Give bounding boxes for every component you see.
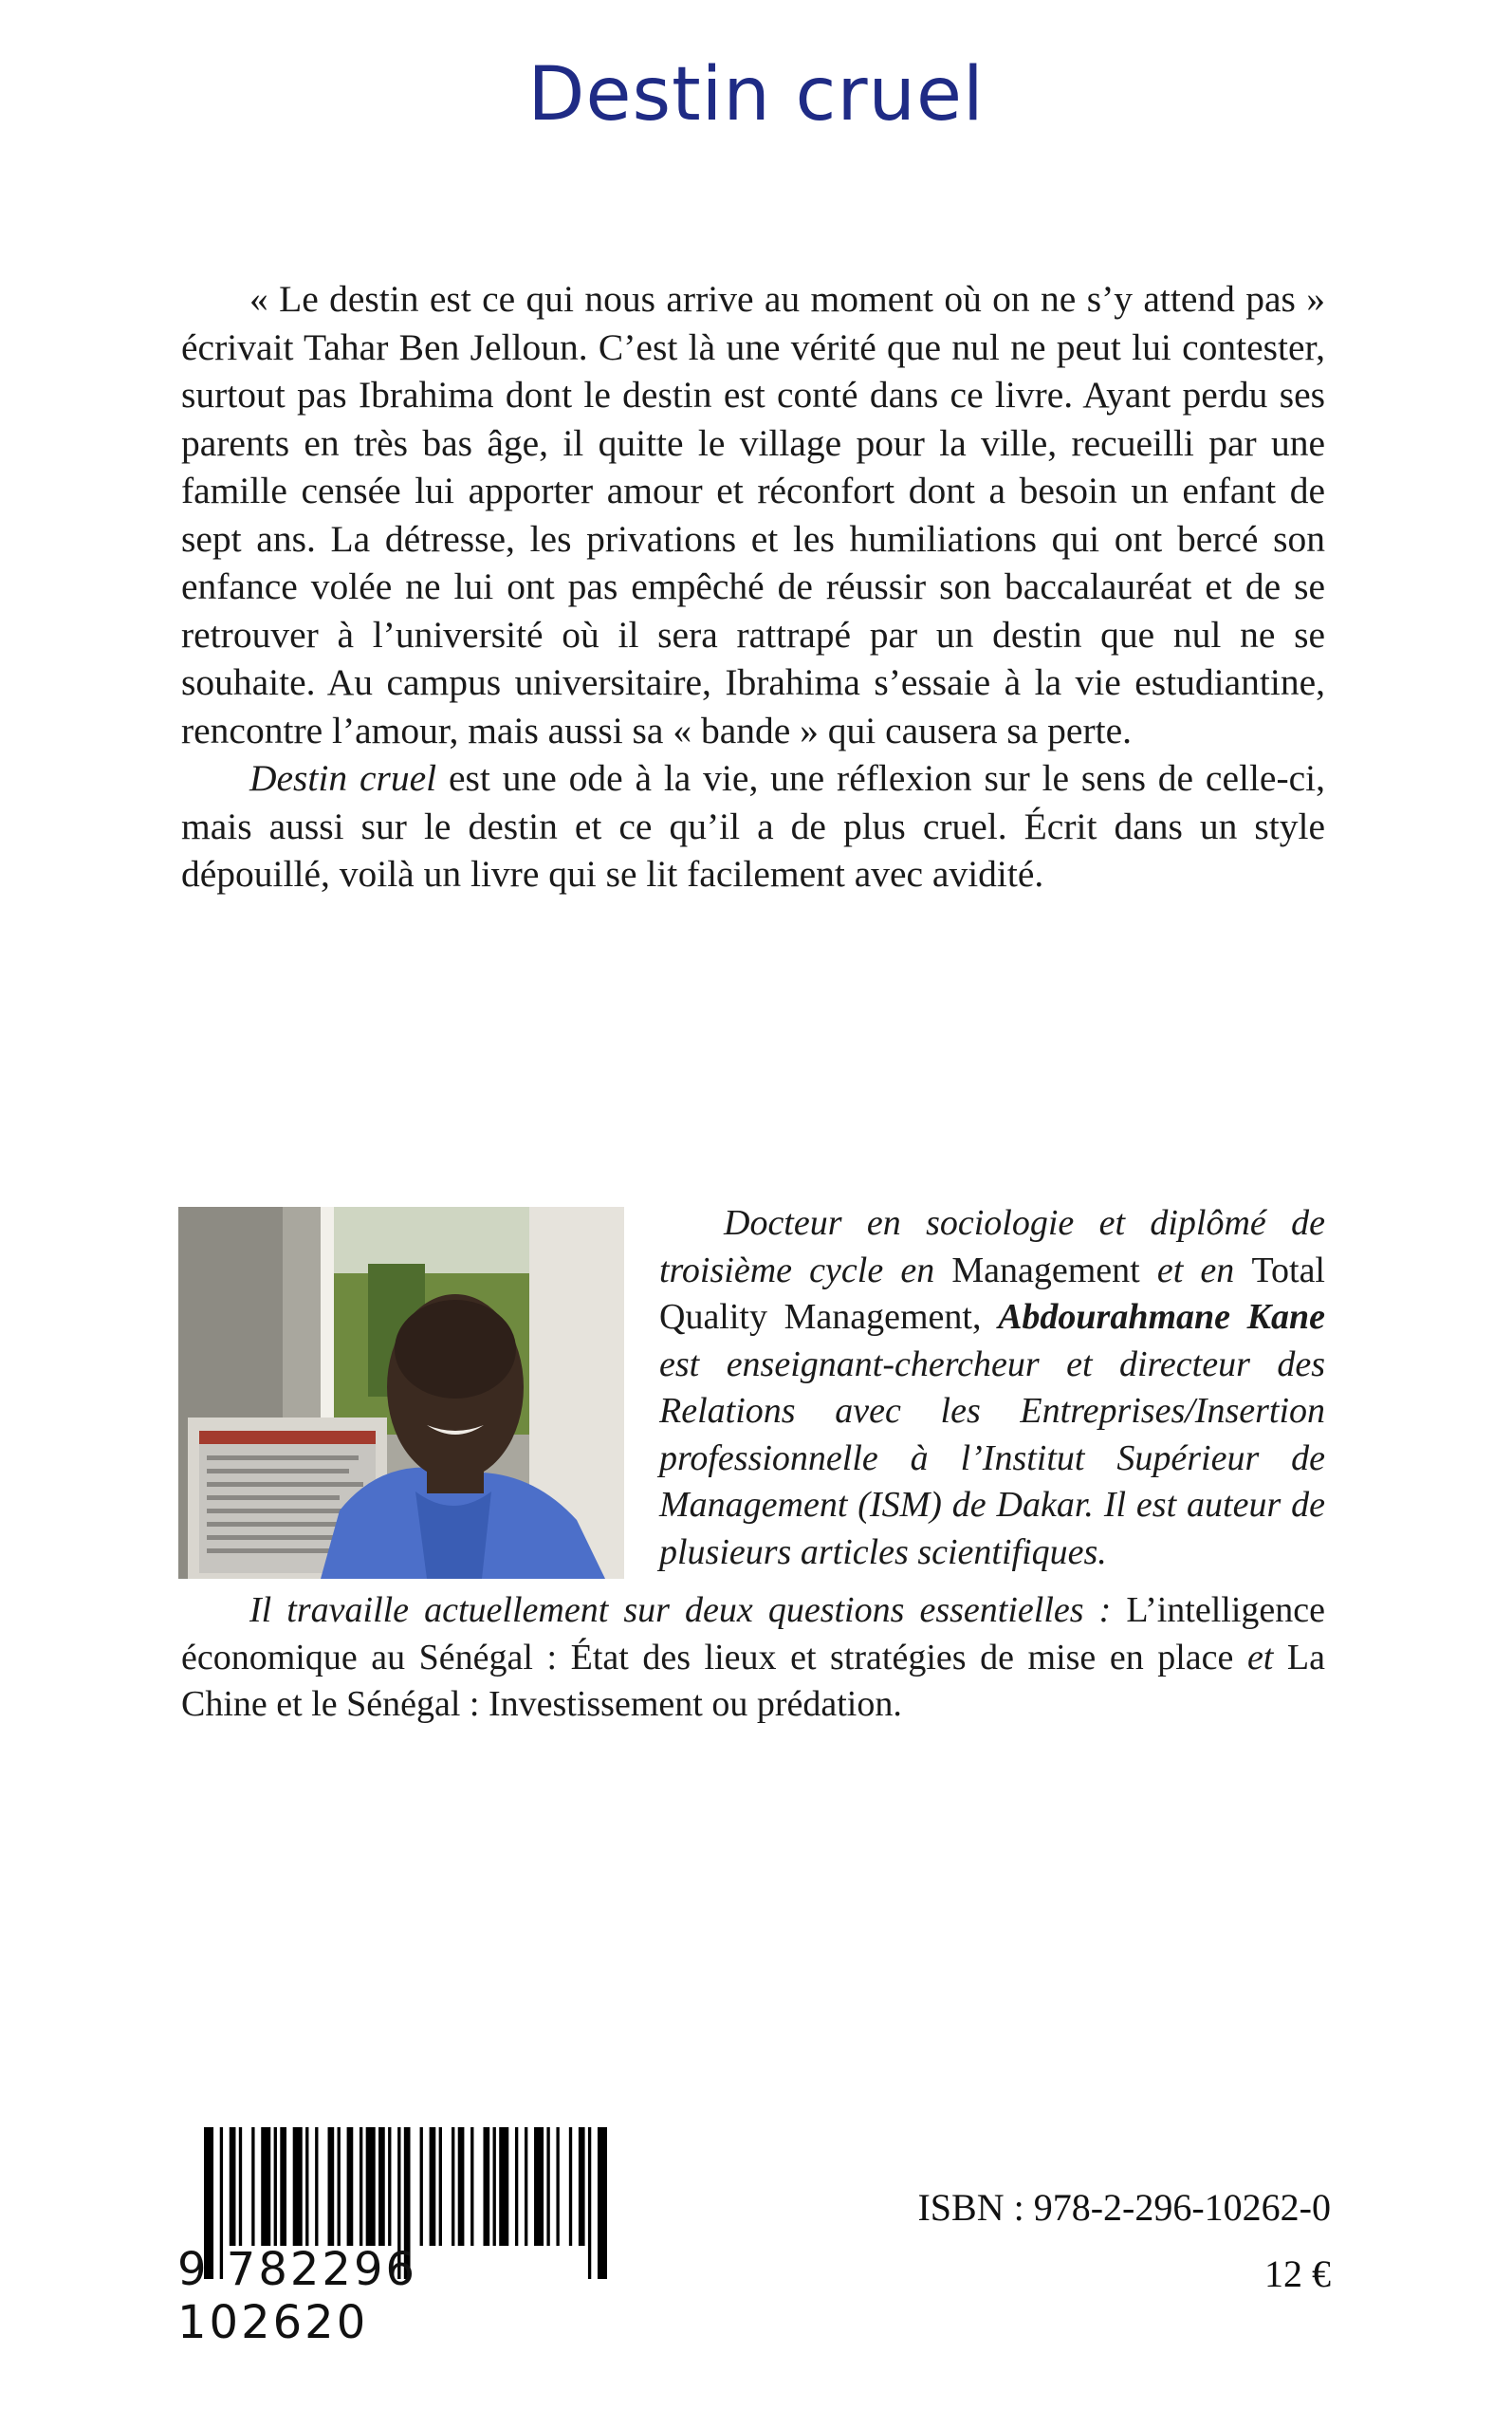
barcode-bar: [360, 2127, 362, 2246]
barcode-bar: [569, 2127, 572, 2246]
barcode-bar: [338, 2127, 341, 2246]
barcode-bar: [239, 2127, 242, 2246]
barcode-number: 9 782296 102620: [177, 2243, 418, 2349]
book-title: Destin cruel: [527, 52, 985, 138]
author-current-work: [181, 1587, 1325, 1729]
blurb-book-title: Destin cruel: [249, 757, 437, 799]
barcode-bar: [534, 2127, 544, 2246]
author-name: Abdourahmane Kane: [998, 1297, 1325, 1337]
author-photo: [178, 1207, 624, 1579]
barcode-bar: [366, 2127, 376, 2246]
barcode-bar: [515, 2127, 518, 2246]
back-cover-blurb: [181, 275, 1325, 899]
barcode-bar: [439, 2127, 442, 2246]
barcode-bar: [305, 2127, 308, 2246]
barcode-bar: [274, 2127, 277, 2246]
barcode-bar: [430, 2127, 436, 2246]
bio-text-3: et en: [1139, 1250, 1252, 1290]
blurb-paragraph-2: [181, 754, 1325, 899]
barcode-bar: [280, 2127, 286, 2246]
barcode-bar: [458, 2127, 465, 2246]
bio-text-2: Management: [951, 1250, 1140, 1290]
barcode-bar: [579, 2127, 585, 2246]
barcode-bar: [328, 2127, 335, 2246]
author-photo-image: [178, 1207, 624, 1579]
barcode-bar: [251, 2127, 254, 2246]
isbn-text: ISBN : 978-2-296-10262-0: [917, 2186, 1331, 2229]
barcode-bar: [452, 2127, 454, 2246]
bio-text-1: Docteur en sociologie et diplômé de troisième cycle en: [659, 1203, 1325, 1290]
work-topic-2: La Chine et le Sénégal : Investissement ou prédation.: [181, 1637, 1325, 1724]
barcode-bar: [470, 2127, 473, 2246]
bio-text-5: est enseignant-chercheur et directeur des Relations avec les Entreprises/Insertion professionnelle à l’Institut Supérieur de Management (ISM) de Dakar. Il est auteur de plusieurs articles scientifiques.: [659, 1343, 1325, 1572]
work-topic-1: L’intelligence économique au Sénégal : État des lieux et stratégies de mise en place: [181, 1590, 1325, 1677]
barcode-bar: [293, 2127, 303, 2246]
blurb-paragraph-2-text: est une ode à la vie, une réflexion sur le sens de celle-ci, mais aussi sur le destin et ce qu’il a de plus cruel. Écrit dans un style dépouillé, voilà un livre qui se lit facilement avec avidité.: [181, 757, 1325, 895]
barcode-bar: [483, 2127, 489, 2246]
barcode-bar: [230, 2127, 236, 2246]
barcode-bar: [525, 2127, 527, 2246]
work-conjunction: et: [1246, 1637, 1274, 1677]
barcode-bar: [315, 2127, 318, 2246]
barcode-bar: [420, 2127, 423, 2246]
bio-text-4: Total Quality Management,: [659, 1250, 1325, 1337]
blurb-paragraph-1: « Le destin est ce qui nous arrive au moment où on ne s’y attend pas » écrivait Tahar Ben Jelloun. C’est là une vérité que nul ne peut lui contester, surtout pas Ibrahima dont le destin est conté dans ce livre. Ayant perdu ses parents en très bas âge, il quitte le village pour la ville, recueilli par une famille censée lui apporter amour et réconfort dont a besoin un enfant de sept ans. La détresse, les privations et les humiliations qui ont bercé son enfance volée ne lui ont pas empêché de réussir son baccalauréat et de se retrouver à l’université où il sera rattrapé par un destin que nul ne se souhaite. Au campus universitaire, Ibrahima s’essaie à la vie estudiantine, rencontre l’amour, mais aussi sa « bande » qui causera sa perte.: [181, 278, 1325, 751]
author-bio-paragraph: [659, 1200, 1325, 1576]
barcode-bar: [546, 2127, 549, 2246]
barcode-bar: [378, 2127, 385, 2246]
barcode-bar: [493, 2127, 496, 2246]
barcode-bar: [388, 2127, 391, 2246]
price-text: 12 €: [1264, 2252, 1331, 2295]
author-bio: [659, 1200, 1325, 1576]
current-work-paragraph: [181, 1587, 1325, 1729]
barcode-bar: [499, 2127, 508, 2246]
barcode-bar: [556, 2127, 559, 2246]
barcode-bar: [347, 2127, 354, 2246]
barcode-bar: [261, 2127, 270, 2246]
work-intro: Il travaille actuellement sur deux questions essentielles :: [249, 1590, 1112, 1630]
